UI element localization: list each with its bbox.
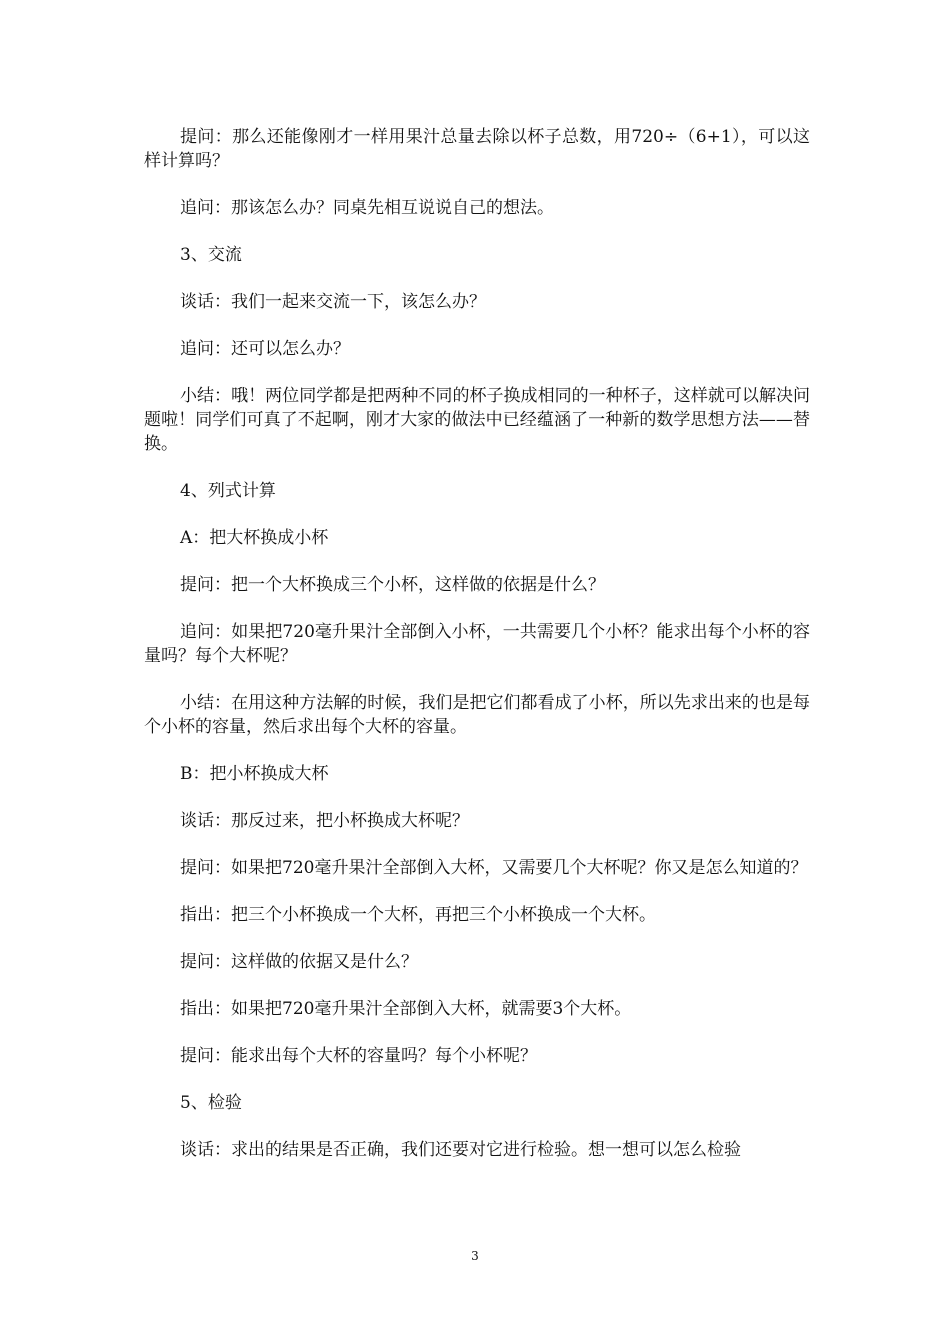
- section-heading-verify: 5、检验: [180, 1093, 242, 1113]
- paragraph-talk-reverse: 谈话：那反过来，把小杯换成大杯呢？: [180, 811, 469, 831]
- paragraph-followup-small-cups: 追问：如果把720毫升果汁全部倒入小杯，一共需要几个小杯？能求出每个小杯的容量吗？每个大杯呢？: [144, 622, 810, 666]
- section-heading-exchange: 3、交流: [180, 245, 242, 265]
- paragraph-point-out-swap: 指出：把三个小杯换成一个大杯，再把三个小杯换成一个大杯。: [180, 905, 656, 925]
- paragraph-talk-verify: 谈话：求出的结果是否正确，我们还要对它进行检验。想一想可以怎么检验: [180, 1140, 741, 1160]
- paragraph-question-basis: 提问：把一个大杯换成三个小杯，这样做的依据是什么？: [180, 575, 605, 595]
- paragraph-summary-small-cups: 小结：在用这种方法解的时候，我们是把它们都看成了小杯，所以先求出来的也是每个小杯的容量，然后求出每个大杯的容量。: [144, 693, 810, 737]
- paragraph-followup-other-way: 追问：还可以怎么办？: [180, 339, 350, 359]
- document-body: [144, 125, 810, 1185]
- paragraph-point-out-three-cups: 指出：如果把720毫升果汁全部倒入大杯，就需要3个大杯。: [180, 999, 632, 1019]
- paragraph-talk-exchange: 谈话：我们一起来交流一下，该怎么办？: [180, 292, 486, 312]
- paragraph-question-large-cups: 提问：如果把720毫升果汁全部倒入大杯，又需要几个大杯呢？你又是怎么知道的？: [180, 858, 808, 878]
- subheading-small-to-large: B：把小杯换成大杯: [180, 764, 329, 784]
- paragraph-followup-discuss: 追问：那该怎么办？同桌先相互说说自己的想法。: [180, 198, 554, 218]
- paragraph-question-capacity: 提问：能求出每个大杯的容量吗？每个小杯呢？: [180, 1046, 537, 1066]
- page-number: 3: [471, 1249, 479, 1263]
- paragraph-question-basis-again: 提问：这样做的依据又是什么？: [180, 952, 418, 972]
- paragraph-question-compute: 提问：那么还能像刚才一样用果汁总量去除以杯子总数，用720÷（6+1），可以这样计算吗？: [144, 127, 810, 171]
- subheading-large-to-small: A：把大杯换成小杯: [180, 528, 329, 548]
- section-heading-calculation: 4、列式计算: [180, 481, 276, 501]
- paragraph-summary-replacement: 小结：哦！两位同学都是把两种不同的杯子换成相同的一种杯子，这样就可以解决问题啦！同学们可真了不起啊，刚才大家的做法中已经蕴涵了一种新的数学思想方法——替换。: [144, 386, 810, 454]
